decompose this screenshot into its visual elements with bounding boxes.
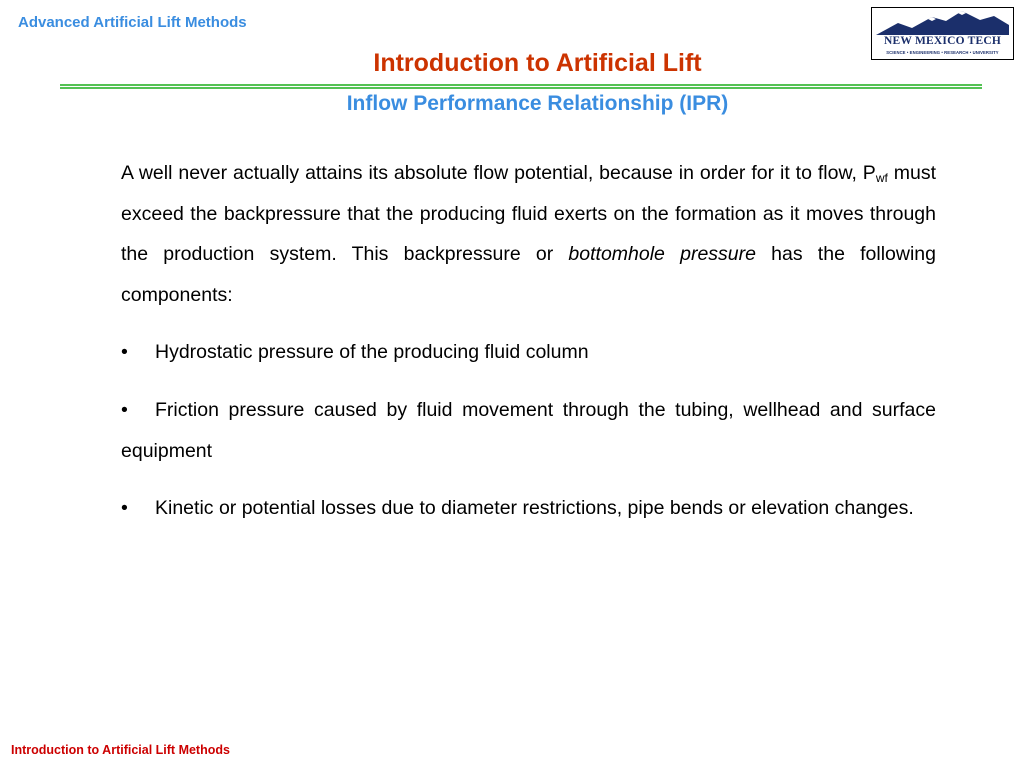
logo-tagline: SCIENCE • ENGINEERING • RESEARCH • UNIVERSITY bbox=[886, 50, 999, 55]
title-divider-secondary bbox=[60, 87, 982, 89]
title-divider bbox=[60, 84, 982, 86]
bullet-text: Hydrostatic pressure of the producing fluid column bbox=[155, 341, 589, 364]
bullet-item bbox=[121, 390, 936, 471]
bullet-item bbox=[121, 332, 936, 373]
mountain-icon bbox=[876, 11, 1009, 35]
paragraph-text-1: A well never actually attains its absolute flow potential, because in order for it to flow, P bbox=[121, 162, 876, 184]
pwf-subscript: wf bbox=[875, 171, 888, 185]
paragraph-text-2: must exceed the backpressure that the producing fluid exerts on the formation as it moves through the production system. This backpressure or bbox=[121, 162, 936, 266]
intro-paragraph bbox=[121, 153, 936, 315]
logo-name: NEW MEXICO TECH bbox=[884, 35, 1001, 47]
paragraph-italic-term: bottomhole pressure bbox=[568, 243, 756, 266]
bullet-item bbox=[121, 488, 936, 529]
bullet-text: Kinetic or potential losses due to diameter restrictions, pipe bends or elevation changes. bbox=[155, 497, 914, 520]
paragraph-text-3: has the following components: bbox=[121, 243, 936, 306]
bullet-dot: • bbox=[121, 341, 128, 364]
slide-subtitle: Inflow Performance Relationship (IPR) bbox=[346, 92, 729, 115]
course-title: Advanced Artificial Lift Methods bbox=[18, 14, 247, 31]
slide-body bbox=[121, 153, 936, 529]
bullet-text: Friction pressure caused by fluid movement through the tubing, wellhead and surface equipment bbox=[121, 398, 936, 462]
footer-label: Introduction to Artificial Lift Methods bbox=[11, 743, 230, 757]
bullet-dot: • bbox=[121, 497, 128, 520]
slide-title: Introduction to Artificial Lift bbox=[373, 49, 702, 77]
bullet-dot: • bbox=[121, 398, 128, 421]
